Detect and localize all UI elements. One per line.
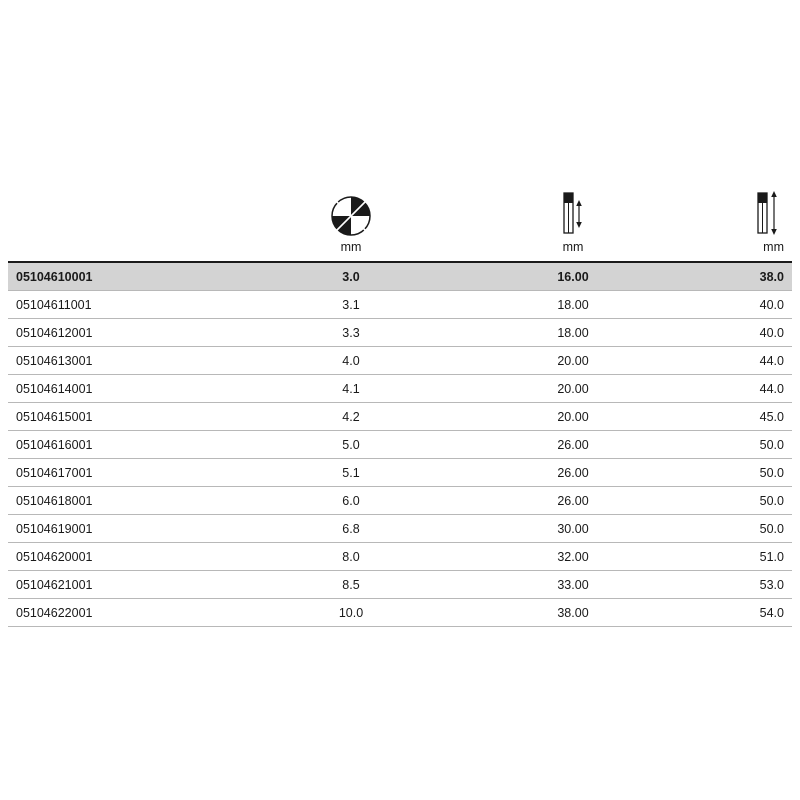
cell-order-number: 05104619001 (8, 515, 240, 543)
cell-flute-length: 33.00 (462, 571, 684, 599)
cell-diameter: 5.0 (240, 431, 462, 459)
table-row[interactable] (8, 375, 792, 403)
cell-flute-length: 20.00 (462, 403, 684, 431)
cell-overall-length: 40.0 (684, 291, 792, 319)
table-row[interactable] (8, 487, 792, 515)
cell-order-number: 05104620001 (8, 543, 240, 571)
cell-diameter: 3.3 (240, 319, 462, 347)
cell-overall-length: 53.0 (684, 571, 792, 599)
order-number-icon-cell (8, 170, 240, 240)
cell-diameter: 6.0 (240, 487, 462, 515)
cell-diameter: 10.0 (240, 599, 462, 627)
cell-order-number: 05104616001 (8, 431, 240, 459)
table-row[interactable] (8, 262, 792, 291)
cell-flute-length: 38.00 (462, 599, 684, 627)
cell-overall-length: 40.0 (684, 319, 792, 347)
cell-order-number: 05104613001 (8, 347, 240, 375)
cell-order-number: 05104610001 (8, 262, 240, 291)
unit-diameter: mm (340, 240, 362, 254)
table-row[interactable] (8, 403, 792, 431)
cell-overall-length: 54.0 (684, 599, 792, 627)
table-row[interactable] (8, 291, 792, 319)
cell-flute-length: 26.00 (462, 431, 684, 459)
cell-diameter: 4.1 (240, 375, 462, 403)
cell-flute-length: 26.00 (462, 459, 684, 487)
table-row[interactable] (8, 319, 792, 347)
cell-order-number: 05104621001 (8, 571, 240, 599)
cell-diameter: 3.1 (240, 291, 462, 319)
flute-length-icon-cell (462, 170, 684, 240)
cell-overall-length: 50.0 (684, 459, 792, 487)
cell-flute-length: 16.00 (462, 262, 684, 291)
cell-diameter: 4.0 (240, 347, 462, 375)
cell-overall-length: 51.0 (684, 543, 792, 571)
cell-order-number: 05104622001 (8, 599, 240, 627)
cell-flute-length: 20.00 (462, 375, 684, 403)
cell-flute-length: 20.00 (462, 347, 684, 375)
overall-length-icon-cell (684, 170, 792, 240)
cell-flute-length: 18.00 (462, 319, 684, 347)
cell-diameter: 6.8 (240, 515, 462, 543)
unit-header-row (8, 240, 792, 261)
overall-length-icon (752, 190, 788, 236)
cell-overall-length: 44.0 (684, 375, 792, 403)
cell-order-number: 05104617001 (8, 459, 240, 487)
cell-overall-length: 38.0 (684, 262, 792, 291)
cell-diameter: 3.0 (240, 262, 462, 291)
cell-diameter: 5.1 (240, 459, 462, 487)
unit-order-number (8, 240, 240, 261)
cell-flute-length: 18.00 (462, 291, 684, 319)
table-row[interactable] (8, 599, 792, 627)
cell-flute-length: 26.00 (462, 487, 684, 515)
cell-overall-length: 50.0 (684, 515, 792, 543)
cell-overall-length: 50.0 (684, 487, 792, 515)
cell-flute-length: 30.00 (462, 515, 684, 543)
specification-table (8, 170, 792, 627)
table-header (8, 170, 792, 262)
cell-diameter: 8.5 (240, 571, 462, 599)
cell-diameter: 4.2 (240, 403, 462, 431)
flute-length-icon (555, 190, 591, 236)
table-row[interactable] (8, 459, 792, 487)
cell-order-number: 05104614001 (8, 375, 240, 403)
cell-order-number: 05104612001 (8, 319, 240, 347)
diameter-icon-cell (240, 170, 462, 240)
cell-overall-length: 45.0 (684, 403, 792, 431)
cutting-diameter-icon (331, 196, 371, 236)
cell-overall-length: 50.0 (684, 431, 792, 459)
table-body (8, 262, 792, 627)
cell-flute-length: 32.00 (462, 543, 684, 571)
cell-order-number: 05104618001 (8, 487, 240, 515)
table-row[interactable] (8, 571, 792, 599)
cell-diameter: 8.0 (240, 543, 462, 571)
cell-order-number: 05104615001 (8, 403, 240, 431)
cell-overall-length: 44.0 (684, 347, 792, 375)
table-row[interactable] (8, 543, 792, 571)
unit-flute-length: mm (562, 240, 584, 254)
cell-order-number: 05104611001 (8, 291, 240, 319)
table-row[interactable] (8, 515, 792, 543)
unit-overall-length: mm (763, 240, 784, 254)
table-row[interactable] (8, 347, 792, 375)
table-row[interactable] (8, 431, 792, 459)
icon-header-row (8, 170, 792, 240)
